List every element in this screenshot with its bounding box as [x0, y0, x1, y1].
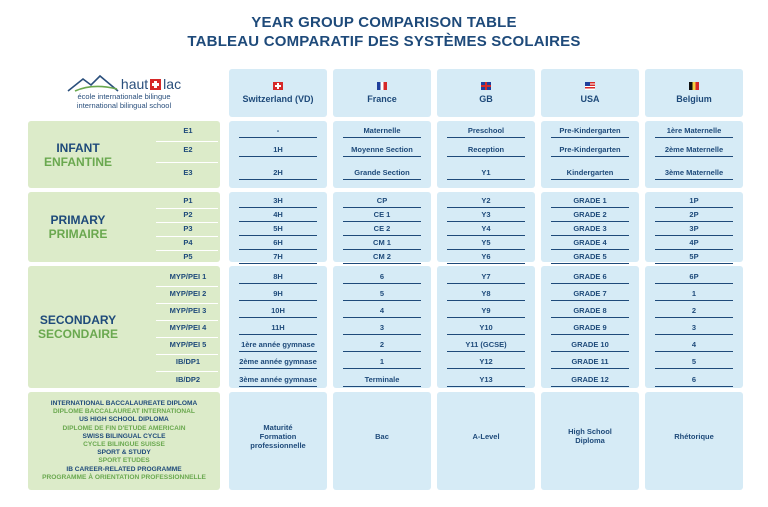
- belgium-flag-icon: [689, 82, 699, 90]
- level-label: P4: [183, 238, 193, 247]
- country-header: [437, 69, 535, 117]
- grade-cell: Grande Section: [354, 168, 410, 177]
- cell-underline: [447, 368, 525, 369]
- grade-cell: Terminale: [364, 375, 400, 384]
- country-secondary-block: [333, 266, 431, 388]
- country-diploma-block: [645, 392, 743, 490]
- cell-underline: [655, 317, 733, 318]
- diploma-name: High School: [568, 427, 612, 436]
- diploma-line: SPORT ETUDES: [98, 457, 150, 465]
- stage-name: [28, 213, 128, 241]
- level-divider: [156, 250, 218, 251]
- cell-underline: [551, 283, 629, 284]
- cell-underline: [343, 207, 421, 208]
- cell-underline: [655, 368, 733, 369]
- country-diploma-block: [541, 392, 639, 490]
- country-secondary-block: [437, 266, 535, 388]
- cell-underline: [447, 249, 525, 250]
- grade-cell: GRADE 2: [573, 210, 607, 219]
- country-primary-block: [333, 192, 431, 262]
- cell-underline: [655, 334, 733, 335]
- grade-cell: Y10: [479, 323, 493, 332]
- cell-underline: [239, 235, 317, 236]
- grade-cell: 4: [691, 340, 697, 349]
- grade-cell: Y8: [481, 289, 491, 298]
- level-label: P3: [183, 224, 193, 233]
- country-primary-block: [229, 192, 327, 262]
- grade-cell: 1: [691, 289, 697, 298]
- grade-cell: 9H: [273, 289, 283, 298]
- title-english: YEAR GROUP COMPARISON TABLE: [251, 14, 517, 31]
- cell-underline: [655, 300, 733, 301]
- grade-cell: GRADE 11: [571, 357, 609, 366]
- cell-underline: [551, 179, 629, 180]
- cell-underline: [239, 351, 317, 352]
- grade-cell: Y12: [479, 357, 493, 366]
- cell-underline: [447, 179, 525, 180]
- uk-flag-icon: [481, 82, 491, 90]
- grade-cell: Y7: [481, 272, 491, 281]
- cell-underline: [343, 235, 421, 236]
- grade-cell: 1ère Maternelle: [666, 126, 722, 135]
- grade-cell: 1H: [273, 145, 283, 154]
- grade-cell: Maternelle: [363, 126, 401, 135]
- level-divider: [156, 354, 218, 355]
- diploma-line: DIPLOME DE FIN D'ETUDE AMERICAIN: [62, 424, 186, 432]
- grade-cell: 10H: [271, 306, 285, 315]
- cell-underline: [239, 317, 317, 318]
- cell-underline: [239, 368, 317, 369]
- cell-underline: [551, 386, 629, 387]
- grade-cell: CE 2: [373, 224, 391, 233]
- cell-underline: [551, 368, 629, 369]
- grade-cell: CP: [376, 196, 388, 205]
- level-label: E3: [183, 168, 193, 177]
- cell-underline: [343, 221, 421, 222]
- country-diploma-block: [229, 392, 327, 490]
- grade-cell: Y9: [481, 306, 491, 315]
- diploma-line: SWISS BILINGUAL CYCLE: [82, 432, 166, 440]
- logo-subtitle-fr: école internationale bilingue: [77, 92, 171, 101]
- cell-underline: [447, 137, 525, 138]
- grade-cell: 2H: [273, 168, 283, 177]
- cell-underline: [551, 351, 629, 352]
- grade-cell: 6: [691, 375, 697, 384]
- stage-block-secondary: [28, 266, 220, 388]
- grade-cell: 4P: [689, 238, 699, 247]
- country-name: Belgium: [676, 94, 712, 104]
- grade-cell: GRADE 5: [573, 252, 607, 261]
- diploma-line: DIPLOME BACCALAUREAT INTERNATIONAL: [53, 408, 195, 416]
- diploma-line: PROGRAMME À ORIENTATION PROFESSIONNELLE: [42, 473, 206, 481]
- grade-cell: 7H: [273, 252, 283, 261]
- cell-underline: [343, 386, 421, 387]
- level-label: E1: [183, 126, 193, 135]
- swiss-cross-icon: [150, 79, 161, 90]
- diploma-line: CYCLE BILINGUE SUISSE: [83, 441, 165, 448]
- stage-name-en: INFANT: [56, 140, 100, 155]
- stage-name-fr: PRIMAIRE: [48, 227, 108, 241]
- level-divider: [156, 236, 218, 237]
- cell-underline: [239, 283, 317, 284]
- grade-cell: 6H: [273, 238, 283, 247]
- country-name: Switzerland (VD): [242, 94, 314, 104]
- cell-underline: [239, 334, 317, 335]
- diploma-name: Formation: [259, 431, 297, 441]
- diploma-line: US HIGH SCHOOL DIPLOMA: [79, 416, 169, 424]
- cell-underline: [343, 300, 421, 301]
- stage-block-primary: [28, 192, 220, 262]
- country-header: [541, 69, 639, 117]
- diploma-line: SPORT & STUDY: [97, 449, 151, 457]
- grade-cell: GRADE 6: [573, 272, 607, 281]
- level-divider: [156, 303, 218, 304]
- level-divider: [156, 320, 218, 321]
- country-name: GB: [479, 94, 493, 104]
- country-infant-block: [541, 121, 639, 188]
- grade-cell: 5P: [689, 252, 699, 261]
- country-secondary-block: [229, 266, 327, 388]
- level-label: P5: [183, 252, 193, 261]
- country-infant-block: [229, 121, 327, 188]
- cell-underline: [343, 334, 421, 335]
- stage-name: [28, 313, 128, 341]
- cell-underline: [447, 207, 525, 208]
- diploma-name: Diploma: [575, 436, 605, 445]
- cell-underline: [551, 334, 629, 335]
- grade-cell: 3ème Maternelle: [664, 168, 724, 177]
- stage-name-en: SECONDARY: [39, 313, 117, 327]
- country-header: [645, 69, 743, 117]
- grade-cell: 6: [379, 272, 385, 281]
- cell-underline: [239, 263, 317, 264]
- grade-cell: Y1: [481, 168, 491, 177]
- cell-underline: [655, 386, 733, 387]
- stage-name-fr: ENFANTINE: [43, 154, 112, 169]
- grade-cell: 4: [379, 306, 385, 315]
- grade-cell: GRADE 12: [571, 375, 609, 384]
- stage-name-en: PRIMARY: [50, 213, 106, 227]
- grade-cell: 1P: [689, 196, 699, 205]
- level-divider: [156, 222, 218, 223]
- grade-cell: Y13: [479, 375, 493, 384]
- grade-cell: Pre-Kindergarten: [559, 145, 621, 154]
- level-label: MYP/PEI 3: [169, 306, 207, 315]
- country-primary-block: [437, 192, 535, 262]
- grade-cell: Kindergarten: [566, 168, 614, 177]
- cell-underline: [447, 235, 525, 236]
- grade-cell: Y6: [481, 252, 491, 261]
- level-label: MYP/PEI 5: [169, 340, 207, 349]
- cell-underline: [655, 179, 733, 180]
- grade-cell: GRADE 8: [573, 306, 607, 315]
- cell-underline: [551, 156, 629, 157]
- level-divider: [156, 141, 218, 142]
- grade-cell: 5: [379, 289, 385, 298]
- grade-cell: GRADE 1: [573, 196, 607, 205]
- diploma-line: IB CAREER-RELATED PROGRAMME: [66, 465, 182, 473]
- cell-underline: [343, 179, 421, 180]
- level-label: IB/DP1: [175, 357, 201, 366]
- cell-underline: [239, 221, 317, 222]
- cell-underline: [239, 137, 317, 138]
- cell-underline: [551, 300, 629, 301]
- grade-cell: GRADE 10: [571, 340, 609, 349]
- cell-underline: [655, 249, 733, 250]
- cell-underline: [343, 137, 421, 138]
- france-flag-icon: [377, 82, 387, 90]
- country-secondary-block: [645, 266, 743, 388]
- grade-cell: 2: [379, 340, 385, 349]
- grade-cell: 3: [691, 323, 697, 332]
- diploma-name: Bac: [375, 431, 389, 441]
- grade-cell: 1ère année gymnase: [241, 340, 315, 349]
- country-header: [229, 69, 327, 117]
- cell-underline: [239, 300, 317, 301]
- logo-brand-haut: haut: [120, 76, 149, 92]
- school-logo: [28, 67, 220, 117]
- country-infant-block: [437, 121, 535, 188]
- diploma-line: INTERNATIONAL BACCALAUREATE DIPLOMA: [50, 399, 198, 407]
- grade-cell: 8H: [273, 272, 283, 281]
- grade-cell: 2P: [689, 210, 699, 219]
- stage-block-infant: [28, 121, 220, 188]
- cell-underline: [551, 249, 629, 250]
- grade-cell: -: [276, 126, 280, 135]
- cell-underline: [447, 283, 525, 284]
- grade-cell: Reception: [467, 145, 505, 154]
- grade-cell: 4H: [273, 210, 283, 219]
- grade-cell: 6P: [689, 272, 699, 281]
- grade-cell: GRADE 7: [573, 289, 607, 298]
- level-divider: [156, 337, 218, 338]
- grade-cell: CM 2: [373, 252, 391, 261]
- cell-underline: [239, 156, 317, 157]
- cell-underline: [343, 249, 421, 250]
- grade-cell: 2ème année gymnase: [239, 357, 317, 366]
- grade-cell: CM 1: [373, 238, 391, 247]
- cell-underline: [551, 137, 629, 138]
- level-label: MYP/PEI 4: [169, 323, 207, 332]
- cell-underline: [239, 179, 317, 180]
- cell-underline: [447, 334, 525, 335]
- cell-underline: [447, 317, 525, 318]
- cell-underline: [343, 351, 421, 352]
- grade-cell: 2: [691, 306, 697, 315]
- cell-underline: [655, 137, 733, 138]
- cell-underline: [239, 207, 317, 208]
- mountain-logo-icon: [67, 74, 119, 92]
- grade-cell: Preschool: [467, 126, 505, 135]
- stage-name-fr: SECONDAIRE: [37, 327, 118, 341]
- cell-underline: [655, 207, 733, 208]
- country-diploma-block: [437, 392, 535, 490]
- grade-cell: Y4: [481, 224, 491, 233]
- level-label: MYP/PEI 2: [169, 289, 207, 298]
- grade-cell: Pre-Kindergarten: [559, 126, 621, 135]
- country-diploma-block: [333, 392, 431, 490]
- cell-underline: [239, 249, 317, 250]
- country-name: USA: [580, 94, 600, 104]
- cell-underline: [551, 207, 629, 208]
- cell-underline: [655, 235, 733, 236]
- cell-underline: [551, 221, 629, 222]
- level-label: E2: [183, 145, 193, 154]
- grade-cell: Y2: [481, 196, 491, 205]
- cell-underline: [343, 317, 421, 318]
- title-french: TABLEAU COMPARATIF DES SYSTÈMES SCOLAIRES: [187, 33, 581, 50]
- grade-cell: CE 1: [373, 210, 391, 219]
- grade-cell: GRADE 4: [573, 238, 607, 247]
- grade-cell: 11H: [271, 323, 285, 332]
- swiss-flag-icon: [273, 82, 283, 90]
- country-primary-block: [541, 192, 639, 262]
- grade-cell: 5: [691, 357, 697, 366]
- grade-cell: Y3: [481, 210, 491, 219]
- cell-underline: [655, 351, 733, 352]
- level-label: MYP/PEI 1: [169, 272, 207, 281]
- cell-underline: [447, 156, 525, 157]
- logo-subtitle-en: international bilingual school: [76, 101, 172, 110]
- grade-cell: Moyenne Section: [351, 145, 413, 154]
- grade-cell: 2ème Maternelle: [664, 145, 724, 154]
- diploma-name: A-Level: [472, 431, 500, 441]
- country-secondary-block: [541, 266, 639, 388]
- grade-cell: Y5: [481, 238, 491, 247]
- cell-underline: [343, 263, 421, 264]
- cell-underline: [655, 283, 733, 284]
- country-infant-block: [645, 121, 743, 188]
- diplomas-panel: [28, 392, 220, 490]
- grade-cell: GRADE 9: [573, 323, 607, 332]
- cell-underline: [551, 235, 629, 236]
- country-infant-block: [333, 121, 431, 188]
- cell-underline: [343, 156, 421, 157]
- grade-cell: 1: [379, 357, 385, 366]
- country-header: [333, 69, 431, 117]
- level-label: P1: [183, 196, 193, 205]
- grade-cell: GRADE 3: [573, 224, 607, 233]
- grade-cell: 3H: [273, 196, 283, 205]
- cell-underline: [551, 317, 629, 318]
- cell-underline: [655, 221, 733, 222]
- country-name: France: [367, 94, 397, 104]
- level-divider: [156, 208, 218, 209]
- grade-cell: 5H: [273, 224, 283, 233]
- grade-cell: 3: [379, 323, 385, 332]
- level-divider: [156, 286, 218, 287]
- diploma-name: professionnelle: [250, 440, 306, 450]
- level-label: P2: [183, 210, 193, 219]
- country-primary-block: [645, 192, 743, 262]
- diploma-name: Rhétorique: [674, 431, 714, 441]
- cell-underline: [343, 283, 421, 284]
- cell-underline: [447, 351, 525, 352]
- grade-cell: Y11 (GCSE): [465, 340, 507, 349]
- cell-underline: [551, 263, 629, 264]
- cell-underline: [447, 221, 525, 222]
- usa-flag-icon: [585, 82, 595, 90]
- grade-cell: 3P: [689, 224, 699, 233]
- cell-underline: [343, 368, 421, 369]
- level-divider: [156, 162, 218, 163]
- stage-name: [28, 141, 128, 169]
- cell-underline: [239, 386, 317, 387]
- diploma-name: Maturité: [263, 422, 293, 432]
- cell-underline: [655, 156, 733, 157]
- level-divider: [156, 371, 218, 372]
- grade-cell: 3ème année gymnase: [239, 375, 317, 384]
- cell-underline: [447, 386, 525, 387]
- logo-brand-lac: lac: [163, 76, 182, 92]
- cell-underline: [447, 300, 525, 301]
- cell-underline: [447, 263, 525, 264]
- cell-underline: [655, 263, 733, 264]
- level-label: IB/DP2: [175, 375, 201, 384]
